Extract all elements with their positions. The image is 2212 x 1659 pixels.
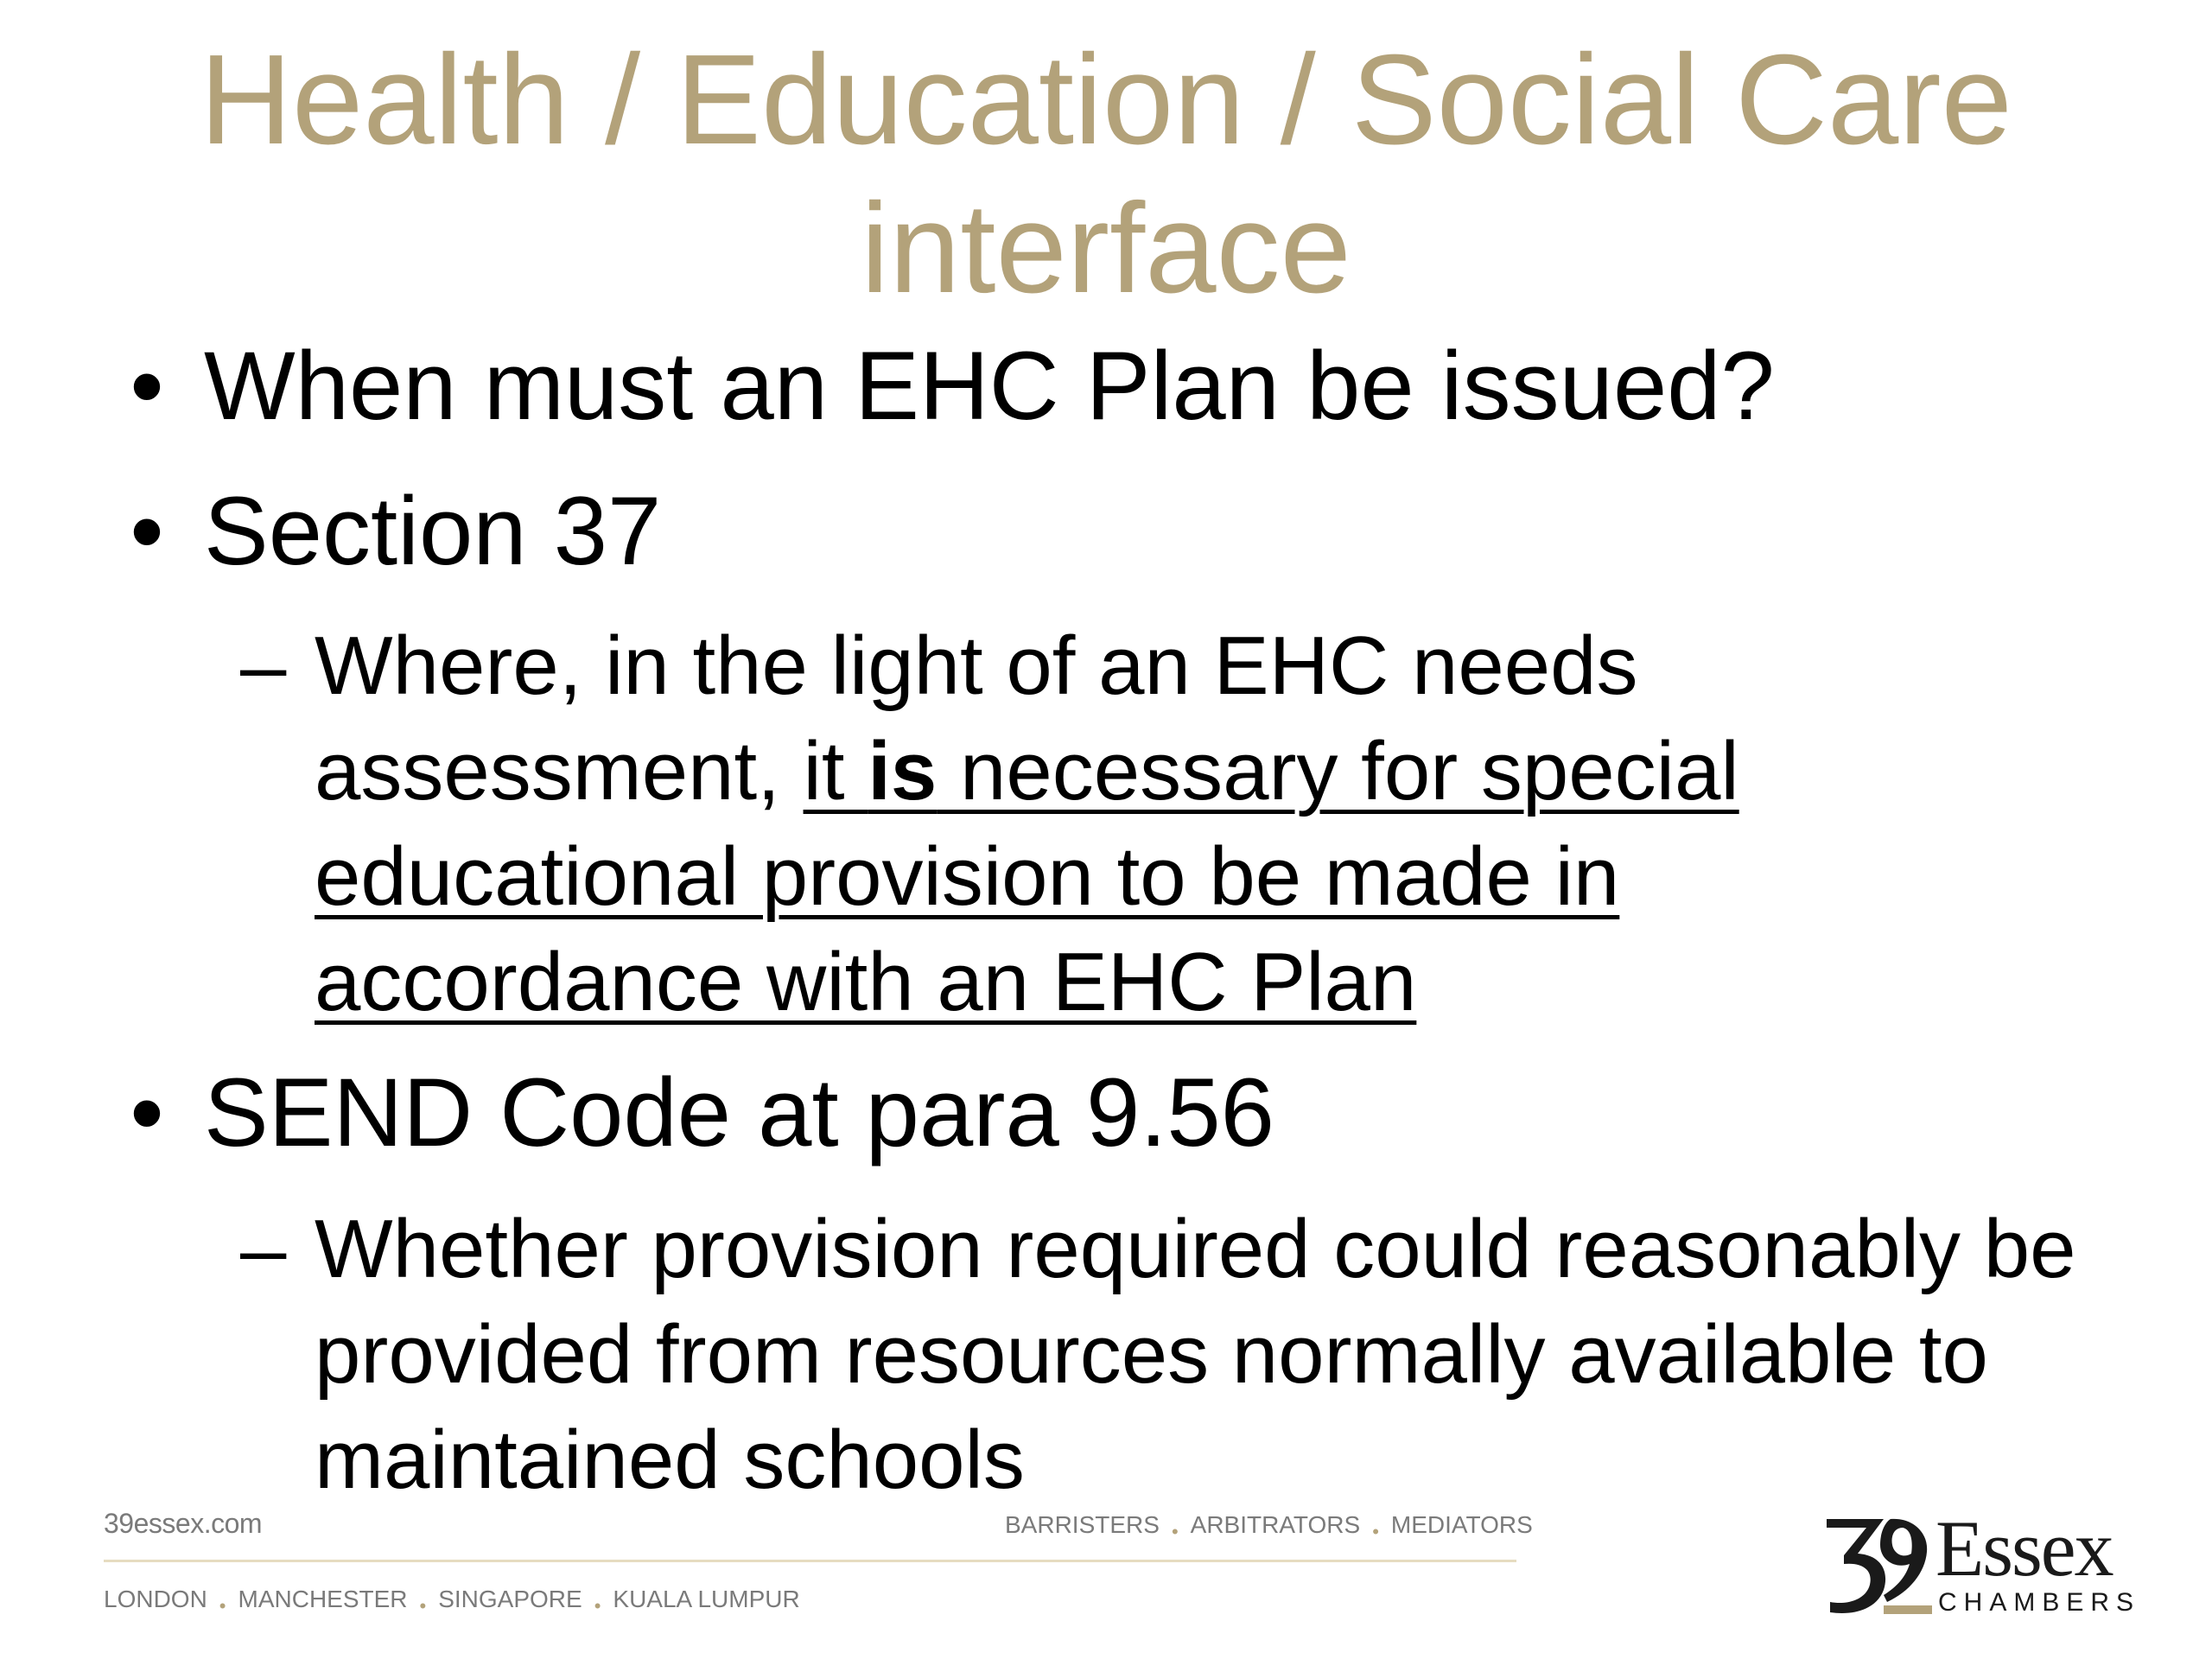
footer-city: MANCHESTER — [238, 1586, 408, 1612]
sub-line-2-bold: is — [868, 725, 938, 817]
bullet-text: SEND Code at para 9.56 — [204, 1058, 1274, 1166]
footer-website: 39essex.com — [104, 1508, 263, 1539]
footer-city: KUALA LUMPUR — [613, 1586, 800, 1612]
sub-line-2: provided from resources normally available to — [315, 1308, 1988, 1401]
bullet-marker: • — [130, 1058, 164, 1166]
footer-cities — [104, 1586, 800, 1617]
sub-bullet-send-code — [240, 1197, 2184, 1525]
bullet-section-37 — [121, 478, 2108, 585]
logo-mark-9-icon — [1880, 1519, 1927, 1602]
footer-city: SINGAPORE — [438, 1586, 582, 1612]
title-line-1: Health / Education / Social Care — [200, 29, 2012, 171]
bullet-text: When must an EHC Plan be issued? — [204, 332, 1775, 440]
footer-separator: • — [594, 1595, 601, 1617]
sub-bullet-text — [315, 1197, 2076, 1513]
title-line-2: interface — [861, 177, 1351, 320]
footer-role: ARBITRATORS — [1190, 1511, 1361, 1538]
sub-bullet-marker: – — [240, 620, 287, 712]
slide-title — [0, 26, 2212, 323]
footer-separator: • — [219, 1595, 226, 1617]
footer-divider — [104, 1560, 1516, 1562]
bullet-ehc-plan-question — [121, 333, 2108, 440]
logo-accent-bar — [1884, 1605, 1932, 1614]
sub-bullet-section-37 — [240, 613, 2141, 1046]
sub-bullet-marker: – — [240, 1203, 287, 1295]
sub-line-3 — [315, 824, 1739, 930]
sub-line-3-text: educational provision to be made in — [315, 830, 1620, 923]
footer-city: LONDON — [104, 1586, 207, 1612]
bullet-marker: • — [130, 477, 164, 585]
sub-line-4-text: accordance with an EHC Plan — [315, 936, 1417, 1028]
sub-line-4 — [315, 930, 1739, 1035]
bullet-marker: • — [130, 332, 164, 440]
footer-roles — [1005, 1511, 1533, 1542]
footer-role: MEDIATORS — [1390, 1511, 1533, 1538]
footer-separator: • — [1171, 1521, 1179, 1542]
sub-line-2-plain: assessment, — [315, 725, 804, 817]
sub-line-3: maintained schools — [315, 1414, 1025, 1506]
footer-separator: • — [1372, 1521, 1379, 1542]
sub-bullet-text — [315, 613, 1739, 1035]
footer-role: BARRISTERS — [1005, 1511, 1160, 1538]
sub-line-2-underlined-a: it — [803, 725, 868, 817]
sub-line-2-underlined-b: necessary for special — [937, 725, 1739, 817]
sub-line-1: Where, in the light of an EHC needs — [315, 620, 1638, 712]
logo-mark-3-icon — [1827, 1519, 1885, 1613]
logo-subtitle: CHAMBERS — [1938, 1588, 2141, 1617]
sub-line-2 — [315, 719, 1739, 824]
bullet-send-code — [121, 1059, 2108, 1166]
footer-separator: • — [419, 1595, 427, 1617]
bullet-text: Section 37 — [204, 477, 662, 585]
sub-line-1: Whether provision required could reasonably be — [315, 1203, 2076, 1295]
logo-wordmark: Essex — [1936, 1504, 2113, 1592]
